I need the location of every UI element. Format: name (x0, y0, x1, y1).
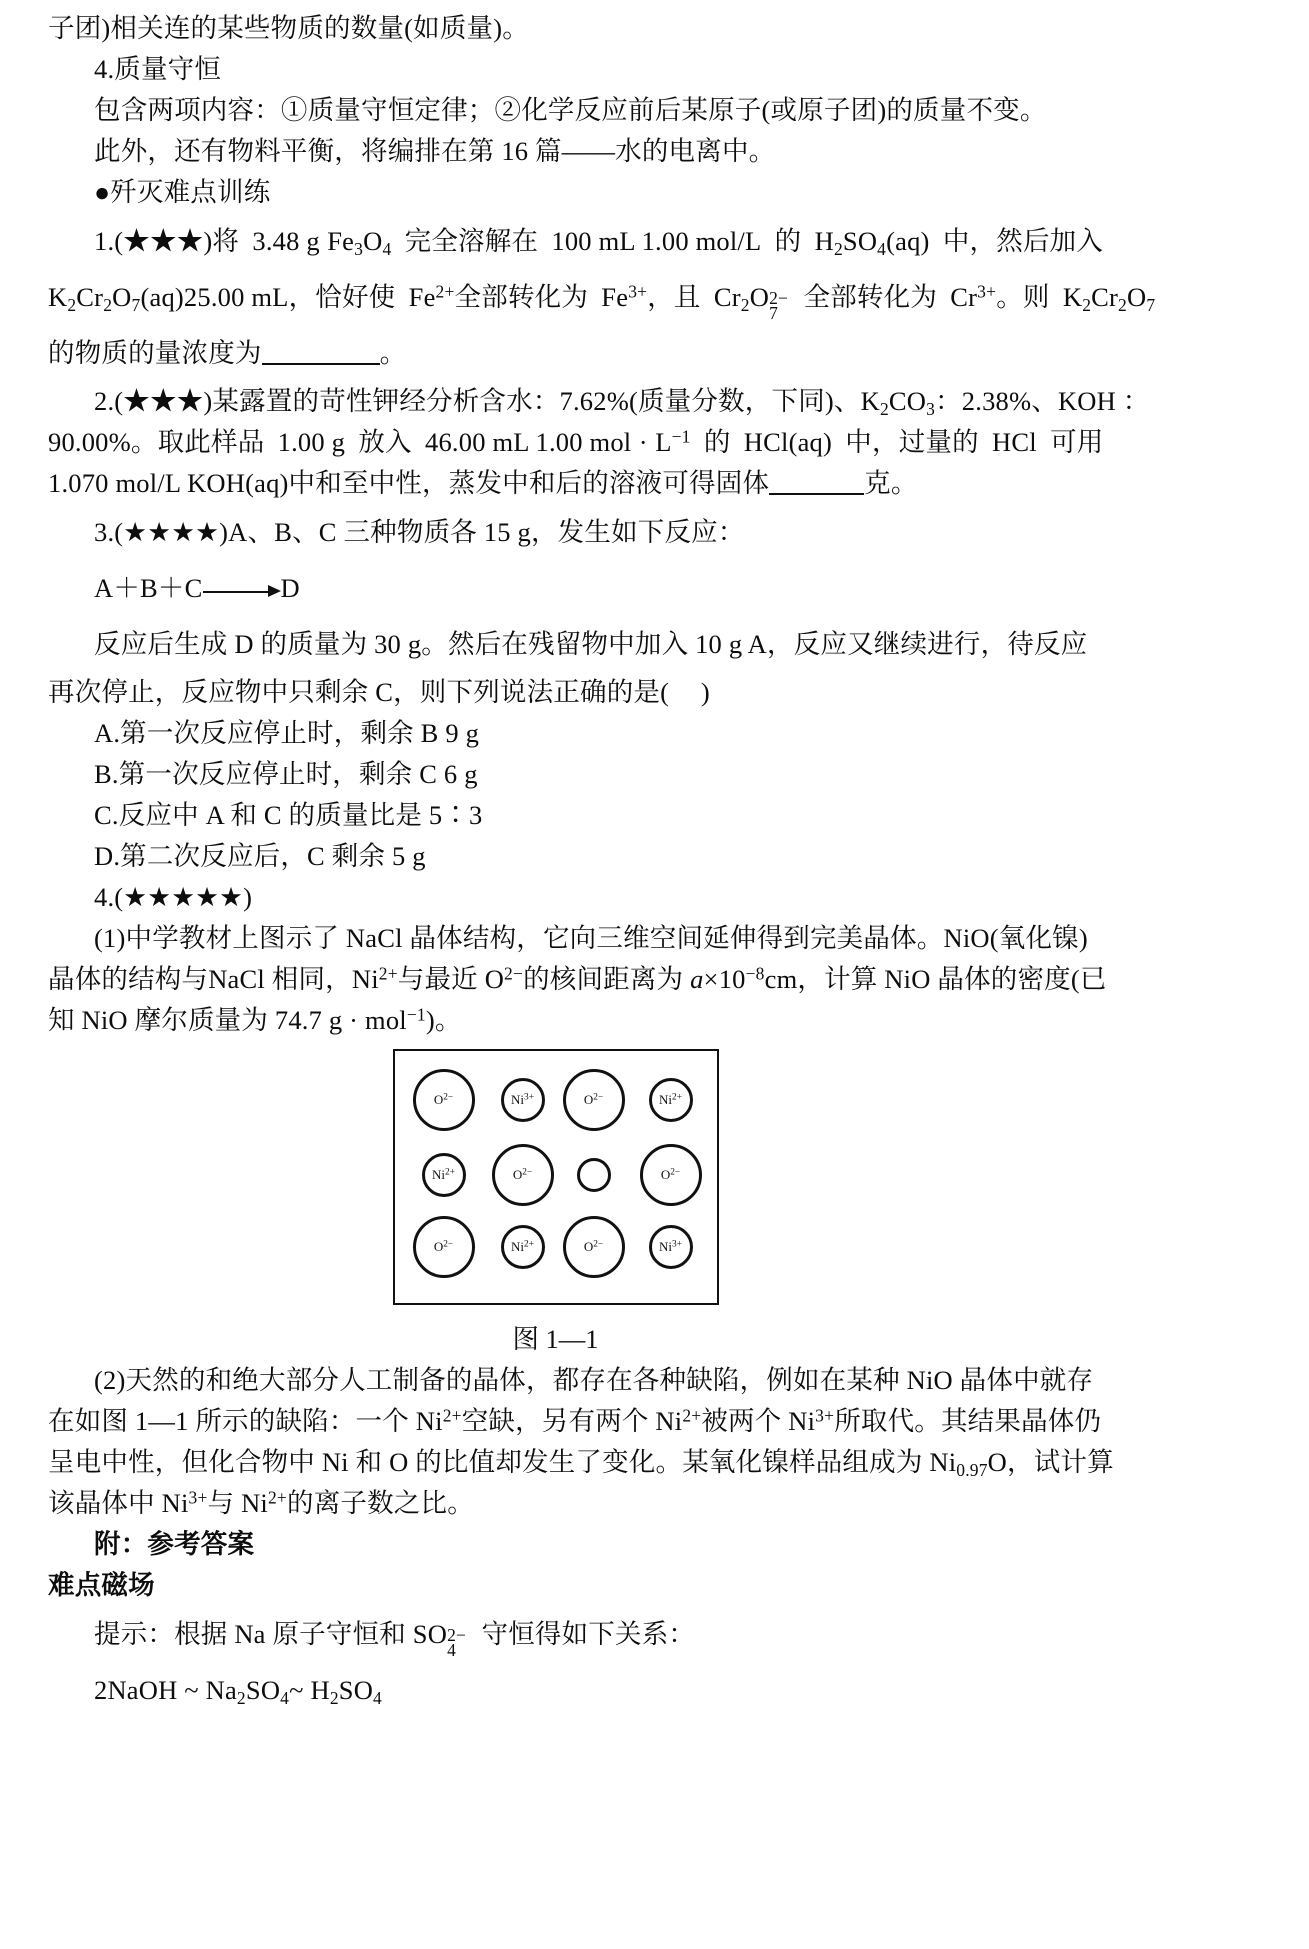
line-text: 子团)相关连的某些物质的数量(如质量)。 (48, 13, 529, 43)
ion-label: $O^{2-}$ (433, 1239, 454, 1254)
option-label: C.反应中 A 和 C 的质量比是 5∶3 (94, 800, 483, 830)
answers-subheading: 难点磁场 (48, 1570, 155, 1600)
ion-circle-o2- (640, 1144, 702, 1206)
ion-circle-o2- (413, 1216, 475, 1278)
question-4-part2-line1: (2)天然的和绝大部分人工制备的晶体，都存在各种缺陷，例如在某种 NiO 晶体中就存 (94, 1365, 1094, 1395)
q1-ion-fe2: $Fe^{2+}$ (408, 281, 455, 312)
answers-hint: 提示：根据 Na 原子守恒和 SO 2− 4 守恒得如下关系： (48, 1606, 1063, 1662)
q1-mass: 3.48 g (252, 226, 320, 256)
q1-aq-text: (aq)25.00 mL，恰好使 (140, 282, 396, 312)
ion-label: $O^{2-}$ (660, 1167, 681, 1182)
q1-ion-dichromate: $Cr_2O$ 2− 7 (713, 282, 789, 323)
ion-circle-ni2- (501, 1225, 545, 1269)
crystal-figure-wrap (48, 1041, 1063, 1305)
ion-circle-o2- (563, 1216, 625, 1278)
nio-crystal-diagram (393, 1049, 719, 1305)
q2-answer-blank[interactable] (769, 468, 864, 495)
q2-hcl: HCl(aq) (743, 427, 833, 457)
ion-label: $Ni^{2+}$ (659, 1092, 682, 1107)
ion-label: $O^{2-}$ (583, 1092, 604, 1107)
question-2-line-2: 90.00%。取此样品 1.00 g 放入 46.00 mL 1.00 mol · $L^{-1}$ 的 HCl(aq) 中，过量的 HCl 可用 (48, 426, 1104, 457)
question-3-line-1 (48, 504, 1063, 560)
question-4-part1-line1: (1)中学教材上图示了 NaCl 晶体结构，它向三维空间延伸得到完美晶体。NiO(氧化镍) (94, 923, 1088, 953)
q3-product: D (280, 573, 300, 603)
q1-formula-fe3o4: $Fe_3O_4$ (327, 226, 392, 259)
option-label: D.第二次反应后，C 剩余 5 g (94, 841, 426, 871)
ion-circle-ni3- (501, 1078, 545, 1122)
variable-a: a (690, 964, 704, 994)
q2-after-k2co3: ：2.38%、KOH ： (935, 386, 1150, 416)
line-text: ●歼灭难点训练 (94, 177, 271, 207)
question-1-line-3: 的物质的量浓度为 。 (48, 338, 407, 368)
paragraph-material-balance (48, 131, 1063, 172)
reaction-arrow-icon (203, 578, 281, 605)
ion-circle-ni3- (649, 1225, 693, 1269)
q2-hcl-volume: 46.00 mL 1.00 mol (425, 427, 632, 457)
question-4-part1-line2: 晶体的结构与NaCl 相同，$Ni^{2+}$与最近 $O^{2-}$的核间距离为 $a\times 10^{-8}cm$，计算 NiO 晶体的密度(已 (48, 963, 1107, 994)
section-heading-mass-conservation (48, 49, 1063, 90)
question-4-part2-line4: 该晶体中 $Ni^{3+}$与 $Ni^{2+}$的离子数之比。 (48, 1487, 474, 1518)
answers-heading: 附：参考答案 (94, 1529, 255, 1559)
q2-formula-k2co3: $K_2CO_3$ (860, 386, 936, 419)
ion-vacancy-circle (577, 1158, 611, 1192)
figure-caption: 图 1—1 (512, 1324, 599, 1354)
q2-lead: 2.(★★★)某露置的苛性钾经分析含水：7.62%(质量分数，下同)、 (94, 386, 861, 416)
q1-ion-fe3: $Fe^{3+}$ (601, 281, 648, 312)
q1-volume: 100 mL 1.00 mol/L (551, 226, 762, 256)
q1-formula-h2so4: $H_2SO_4(aq)$ (814, 226, 930, 259)
line-text: 此外，还有物料平衡，将编排在第 16 篇——水的电离中。 (94, 136, 776, 166)
q1-lead: 1.(★★★)将 (94, 226, 240, 256)
line-text: 4.质量守恒 (94, 54, 222, 84)
line-text: 包含两项内容：①质量守恒定律；②化学反应前后某原子(或原子团)的质量不变。 (94, 95, 1047, 125)
ion-circle-o2- (492, 1144, 554, 1206)
ion-circle-o2- (413, 1069, 475, 1131)
q1-formula-k2cr2o7-b: $K_2Cr_2O_7$ (1062, 282, 1156, 315)
question-4-part2-line2: 在如图 1—1 所示的缺陷：一个 $Ni^{2+}$空缺，另有两个 $Ni^{2+}$被两个 $Ni^{3+}$所取代。其结果晶体仍 (48, 1405, 1102, 1436)
question-3-option-a[interactable] (48, 713, 1063, 754)
option-label: B.第一次反应停止时，剩余 C 6 g (94, 759, 478, 789)
q1-ion-cr3: $Cr^{3+}$ (950, 281, 997, 312)
question-1-line-1: 1.(★★★)将 3.48 g $Fe_3O_4$ 完全溶解在 100 mL 1.00 mol/L 的 $H_2SO_4(aq)$ 中，然后加入 (94, 226, 1104, 259)
option-label: A.第一次反应停止时，剩余 B 9 g (94, 718, 480, 748)
question-3-option-b[interactable] (48, 754, 1063, 795)
q3-lead: 3.(★★★★)A、B、C 三种物质各 15 g，发生如下反应： (94, 517, 745, 547)
question-2-line-3: 1.070 mol/L KOH(aq)中和至中性，蒸发中和后的溶液可得固体 克。 (48, 468, 918, 498)
q2-unit-L: $L^{-1}$ (655, 426, 691, 457)
q2-sample-mass: 1.00 g (277, 427, 346, 457)
ion-label: $Ni^{3+}$ (511, 1092, 534, 1107)
question-1-line-2: $K_2Cr_2O_7(aq)25.00$ mL，恰好使 $Fe^{2+}$全部转化为 $Fe^{3+}$，且 $Cr_2O$ 2− 7 全部转化为 $Cr^{3+}$。则 $K_2Cr_2O_7$ (48, 281, 1156, 323)
answers-equation: 2NaOH ~ $Na_2SO_4\sim$ $H_2SO_4$ (94, 1675, 382, 1708)
ion-circle-ni2- (649, 1078, 693, 1122)
q1-formula-k2cr2o7: $K_2Cr_2O_7$ (48, 282, 141, 315)
q2-koh-conc: 1.070 mol/L KOH(aq) (48, 468, 289, 498)
ion-circle-ni2- (422, 1153, 466, 1197)
q1-answer-prompt: 的物质的量浓度为 (48, 338, 262, 368)
document-body (48, 8, 1156, 1718)
ion-label: $Ni^{2+}$ (432, 1167, 455, 1182)
q1-answer-blank[interactable] (262, 338, 380, 365)
question-4-lead: 4.(★★★★★) (94, 882, 253, 912)
section-heading-training (48, 172, 1063, 213)
ion-label: $O^{2-}$ (512, 1167, 533, 1182)
question-4-part2-line3: 呈电中性，但化合物中 Ni 和 O 的比值却发生了变化。某氧化镍样品组成为 $Ni_{0.97}O$，试计算 (48, 1447, 1114, 1480)
sulfate-ion-charge: 2− 4 (447, 1624, 467, 1660)
q1-mid1: 完全溶解在 (404, 226, 539, 256)
ion-label: $Ni^{2+}$ (511, 1239, 534, 1254)
ion-label: $O^{2-}$ (433, 1092, 454, 1107)
question-3-reaction (48, 560, 1063, 616)
paragraph-continuation (48, 8, 1063, 49)
question-3-body-2: 再次停止，反应物中只剩余 C，则下列说法正确的是( ) (48, 677, 710, 707)
question-4-part1-line3: 知 NiO 摩尔质量为 74.7 g · mol$^{-1}$)。 (48, 1004, 462, 1035)
question-3-body-1: 反应后生成 D 的质量为 30 g。然后在残留物中加入 10 g A，反应又继续进行，待反应 (94, 629, 1088, 659)
question-3-option-c[interactable] (48, 795, 1063, 836)
ion-label: $O^{2-}$ (583, 1239, 604, 1254)
ion-label: $Ni^{3+}$ (659, 1239, 682, 1254)
question-2-line-1 (48, 381, 1150, 422)
paragraph-two-contents (48, 90, 1063, 131)
q1-tail: 中，然后加入 (942, 226, 1104, 256)
q3-reactants: A＋B＋C (94, 573, 203, 603)
question-3-option-d[interactable] (48, 836, 1063, 877)
ion-circle-o2- (563, 1069, 625, 1131)
